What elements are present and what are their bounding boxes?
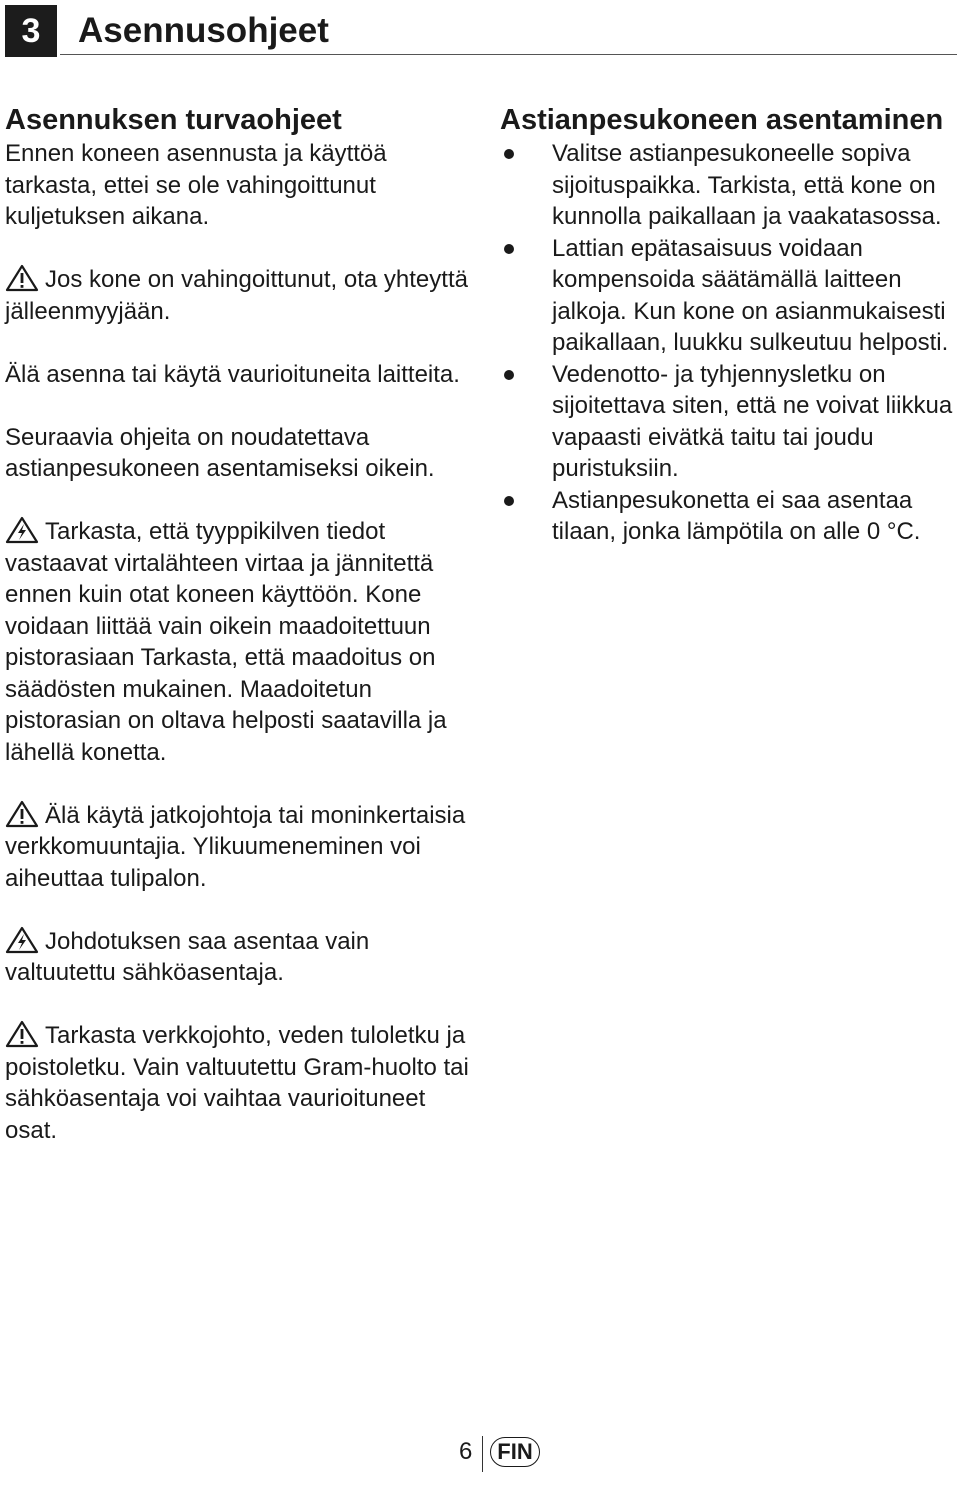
right-column [500,102,958,548]
cables-warning [5,1020,475,1146]
list-item-text: Lattian epätasaisuus voidaan kompensoida säätämällä laitteen jalkoja. Kun kone on asianmukaisesti paikallaan, luukku sulkeutuu helposti. [552,234,949,356]
warning-damaged-text: Jos kone on vahingoittunut, ota yhteyttä jälleenmyyjään. [5,266,468,325]
installation-list [500,138,958,548]
chapter-title: Asennusohjeet [78,11,329,50]
section-title-safety: Asennuksen turvaohjeet [5,104,342,136]
bullet-icon [504,496,514,506]
warning-icon [5,800,39,826]
extension-warning [5,800,475,895]
extension-warning-text: Älä käytä jatkojohtoja tai moninkertaisia verkkomuuntajia. Ylikuumeneminen voi aiheuttaa tulipalon. [5,801,466,892]
follow-text: Seuraavia ohjeita on noudatettava astianpesukoneen asentamiseksi oikein. [5,423,435,482]
wiring-warning [5,926,475,989]
bullet-icon [504,370,514,380]
list-item [500,359,958,485]
left-column [5,102,475,1146]
intro-text: Ennen koneen asennusta ja käyttöä tarkasta, ettei se ole vahingoittunut kuljetuksen aikana. [5,140,387,230]
bullet-icon [504,149,514,159]
warning-icon [5,1020,39,1046]
list-item-text: Vedenotto- ja tyhjennysletku on sijoitettava siten, että ne voivat liikkua vapaasti eivätkä taitu tai joudu puristuksiin. [552,360,953,482]
no-damaged-text: Älä asenna tai käytä vaurioituneita laitteita. [5,360,460,388]
bullet-icon [504,244,514,254]
list-item [500,485,958,548]
language-badge: FIN [490,1437,540,1467]
electric-warning-icon [5,926,39,952]
footer-divider [482,1436,483,1472]
electric-warning-icon [5,516,39,542]
chapter-rule [60,54,957,55]
warning-damaged [5,264,475,327]
list-item [500,233,958,359]
list-item-text: Astianpesukonetta ei saa asentaa tilaan, jonka lämpötila on alle 0 °C. [552,486,921,545]
section-title-installation: Astianpesukoneen asentaminen [500,104,944,136]
page-number: 6 [459,1438,473,1465]
electric-warning-text: Tarkasta, että tyyppikilven tiedot vastaavat virtalähteen virtaa ja jännitettä ennen kuin otat koneen käyttöön. Kone voidaan liittää vain oikein maadoitettuun pistorasiaan Tarkasta, että maadoitus on säädösten mukainen. Maadoitetun pistorasian on oltava helposti saatavilla ja lähellä konetta. [5,518,447,766]
warning-icon [5,264,39,290]
cables-warning-text: Tarkasta verkkojohto, veden tuloletku ja poistoletku. Vain valtuutettu Gram-huolto tai sähköasentaja voi vaihtaa vaurioituneet osat. [5,1022,469,1144]
list-item-text: Valitse astianpesukoneelle sopiva sijoituspaikka. Tarkista, että kone on kunnolla paikallaan ja vaakatasossa. [552,140,942,230]
electric-warning [5,516,475,768]
chapter-number-box: 3 [5,5,57,57]
wiring-warning-text: Johdotuksen saa asentaa vain valtuutettu sähköasentaja. [5,927,370,986]
list-item [500,138,958,233]
